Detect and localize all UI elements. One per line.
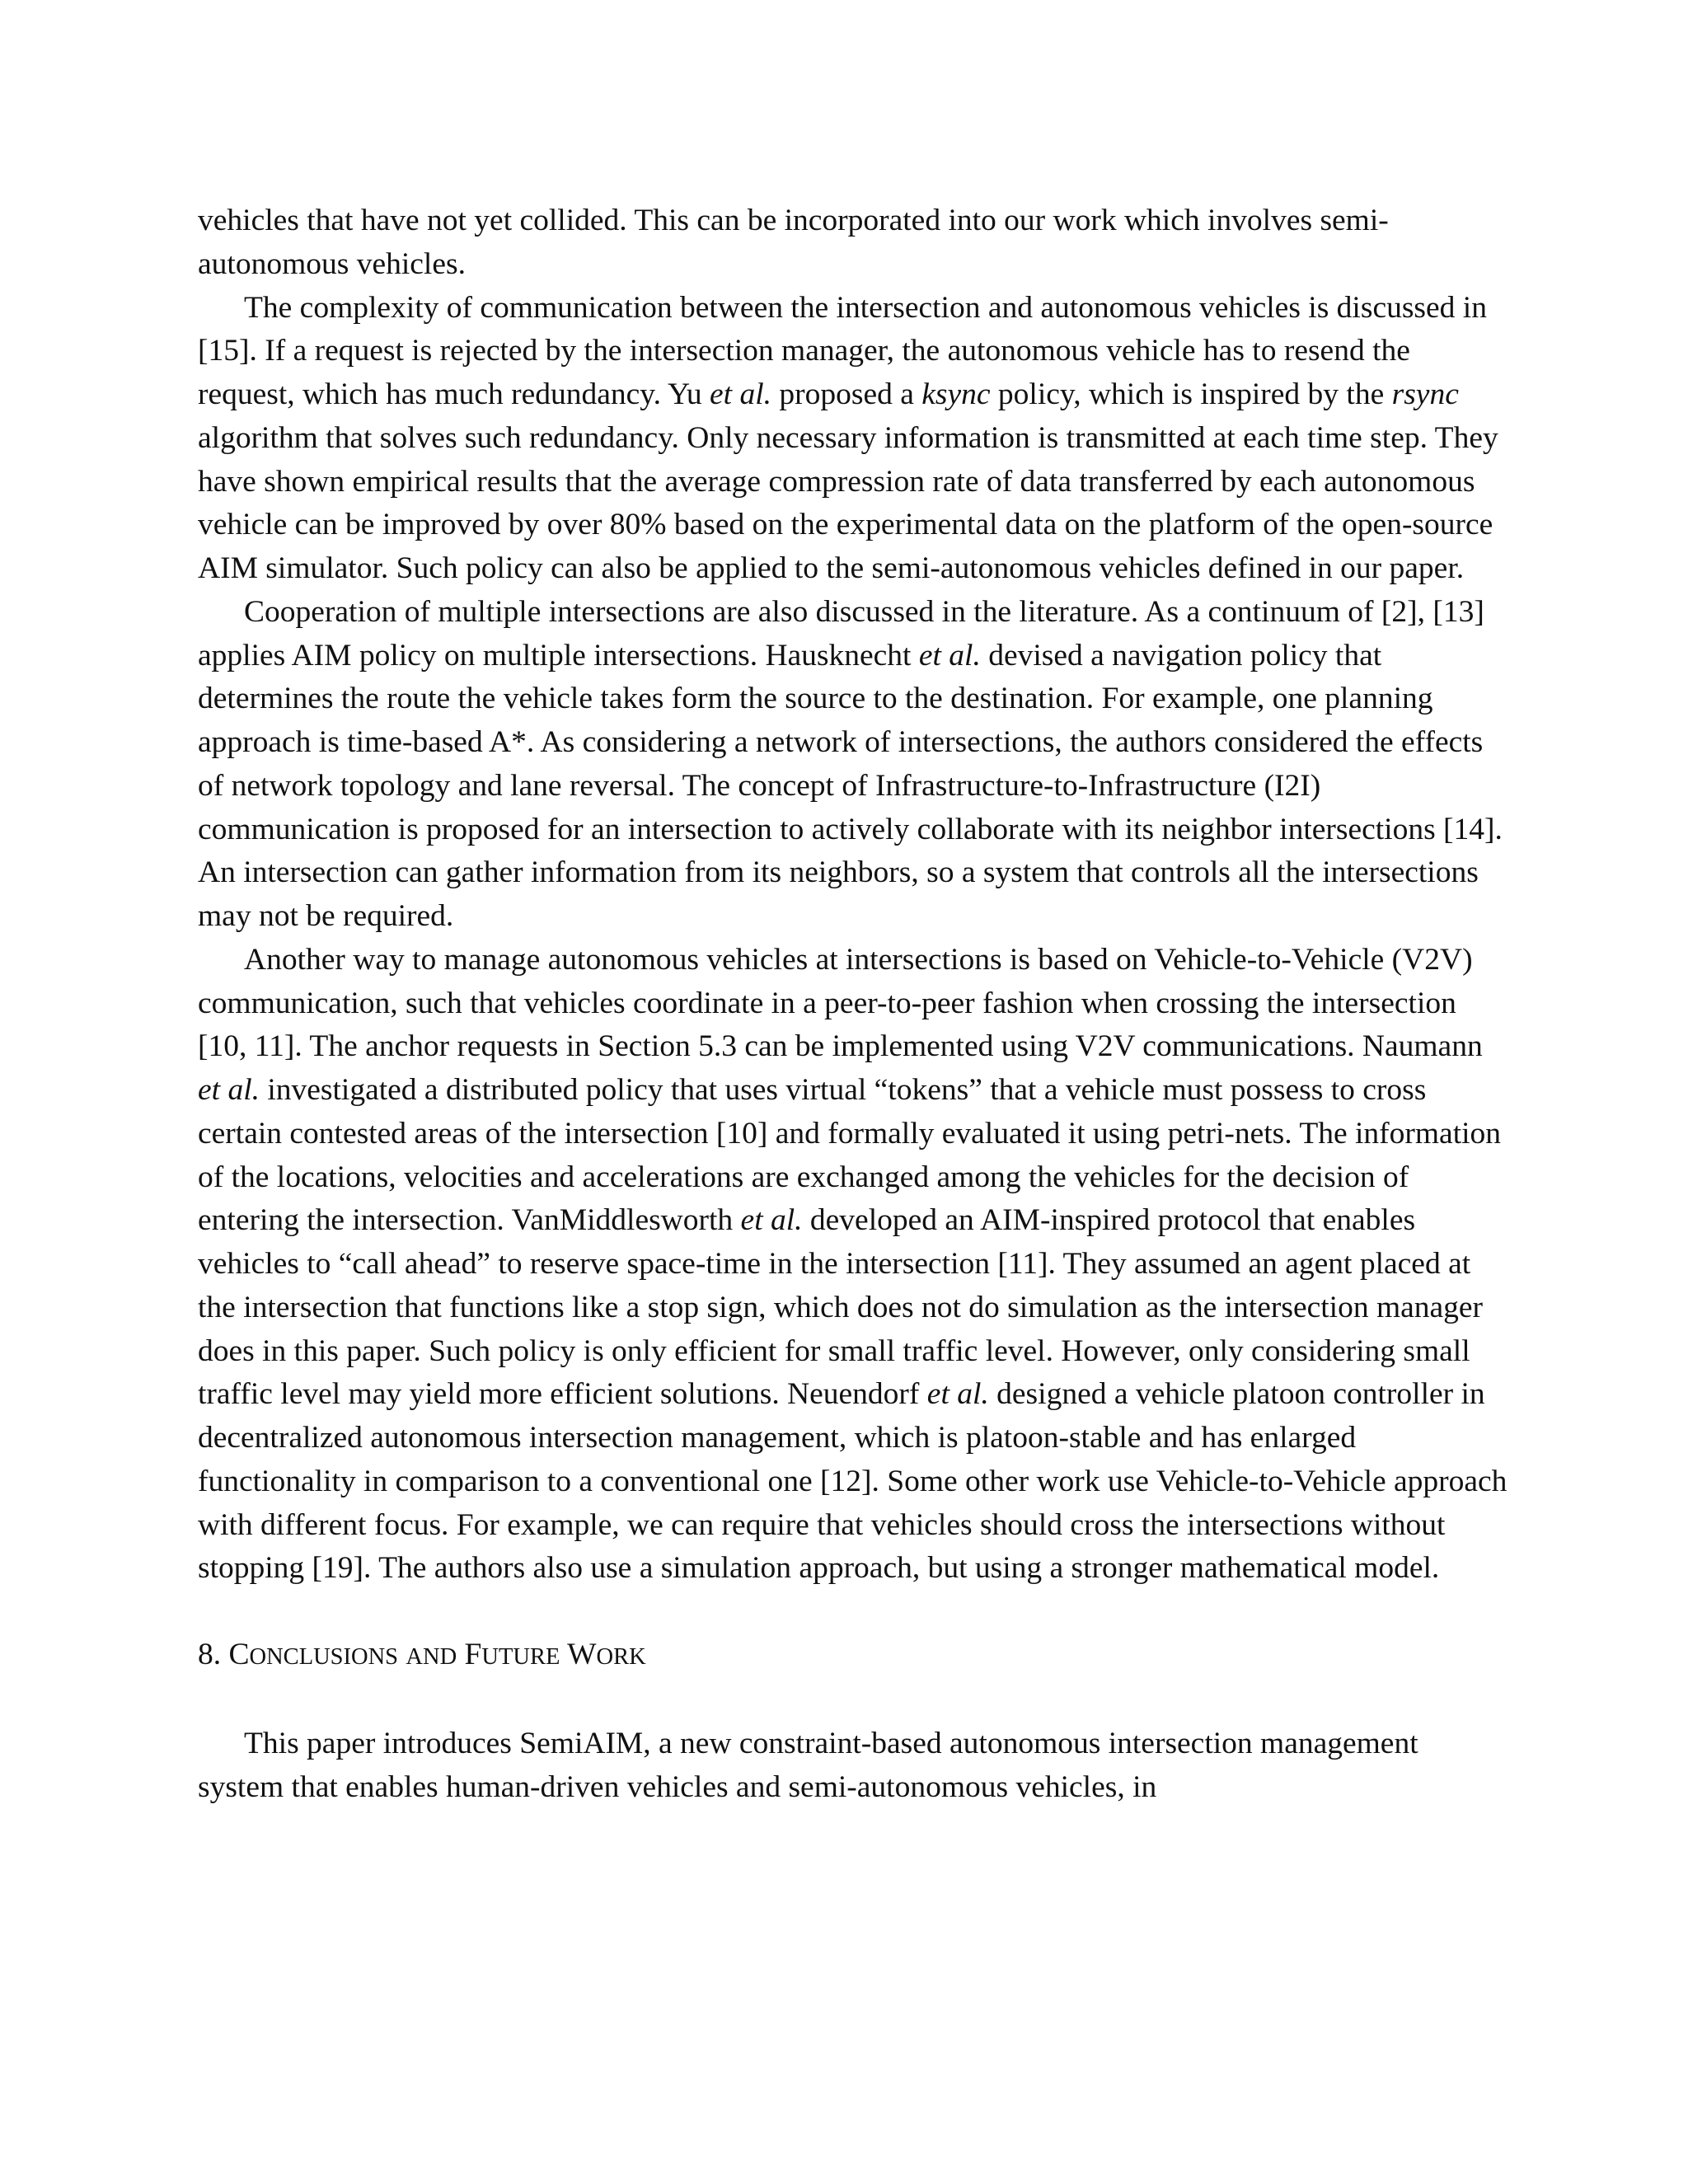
italic-text: et al.	[740, 1203, 803, 1238]
italic-text: rsync	[1391, 377, 1459, 411]
title-capital: W	[567, 1638, 597, 1671]
text-run: This paper introduces SemiAIM, a new constraint-based autonomous intersection management system that enables human-driven vehicles and semi-autonomous vehicles, in	[198, 1726, 1418, 1804]
text-run: Cooperation of multiple intersections are also discussed in the literature. As a continuum of [2], [13] applies AIM policy on multiple intersections. Hausknecht	[198, 594, 1484, 673]
paragraph-v2v-communication	[198, 939, 1508, 1591]
text-run: Another way to manage autonomous vehicles at intersections is based on Vehicle-to-Vehicle (V2V) communication, such that vehicles coordinate in a peer-to-peer fashion when crossing the intersection [10, 11]. The anchor requests in Section 5.3 can be implemented using V2V communications. Naumann	[198, 942, 1483, 1064]
title-word	[406, 1638, 457, 1671]
title-small-caps: AND	[406, 1644, 457, 1670]
body-text	[198, 199, 1508, 1809]
title-word	[567, 1638, 646, 1671]
text-run: devised a navigation policy that determines the route the vehicle takes form the source to the destination. For example, one planning approach is time-based A*. As considering a network of intersections, the authors considered the effects of network topology and lane reversal. The concept of Infrastructure-to-Infrastructure (I2I) communication is proposed for an intersection to actively collaborate with its neighbor intersections [14]. An intersection can gather information from its neighbors, so a system that controls all the intersections may not be required.	[198, 638, 1503, 933]
paragraph-continuation	[198, 199, 1508, 287]
title-small-caps: ONCLUSIONS	[249, 1644, 399, 1670]
text-run: policy, which is inspired by the	[990, 377, 1392, 411]
section-heading-conclusions	[198, 1633, 1508, 1680]
italic-text: et al.	[198, 1073, 260, 1107]
italic-text: ksync	[921, 377, 991, 411]
italic-text: et al.	[926, 1377, 989, 1412]
italic-text: et al.	[918, 638, 981, 673]
title-word	[229, 1638, 399, 1671]
title-small-caps: UTURE	[481, 1644, 560, 1670]
title-capital: C	[228, 1638, 250, 1671]
paragraph-multiple-intersections	[198, 591, 1508, 939]
section-title	[229, 1638, 646, 1671]
italic-text: et al.	[710, 377, 771, 411]
paragraph-communication-complexity	[198, 287, 1508, 591]
title-capital: F	[464, 1638, 482, 1671]
text-run: designed a vehicle platoon controller in decentralized autonomous intersection management, which is platoon-stable and has enlarged functionality in comparison to a conventional one [12]. Some other work use Vehicle-to-Vehicle approach with different focus. For example, we can require that vehicles should cross the intersections without stopping [19]. The authors also use a simulation approach, but using a stronger mathematical model.	[198, 1377, 1507, 1586]
text-run: developed an AIM-inspired protocol that enables vehicles to “call ahead” to reserve space-time in the intersection [11]. They assumed an agent placed at the intersection that functions like a stop sign, which does not do simulation as the intersection manager does in this paper. Such policy is only efficient for small traffic level. However, only considering small traffic level may yield more efficient solutions. Neuendorf	[198, 1203, 1484, 1412]
text-run: vehicles that have not yet collided. This can be incorporated into our work which involves semi-autonomous vehicles.	[198, 204, 1389, 281]
title-small-caps: ORK	[596, 1644, 646, 1670]
text-run: proposed a	[771, 377, 922, 411]
text-run: algorithm that solves such redundancy. Only necessary information is transmitted at each time step. They have shown empirical results that the average compression rate of data transferred by each autonomous vehicle can be improved by over 80% based on the experimental data on the platform of the open-source AIM simulator. Such policy can also be applied to the semi-autonomous vehicles defined in our paper.	[198, 420, 1498, 585]
title-word	[465, 1638, 560, 1671]
paragraph-conclusions-intro	[198, 1722, 1508, 1810]
text-run: The complexity of communication between the intersection and autonomous vehicles is discussed in [15]. If a request is rejected by the intersection manager, the autonomous vehicle has to resend the request, which has much redundancy. Yu	[198, 290, 1487, 411]
text-run: investigated a distributed policy that uses virtual “tokens” that a vehicle must possess to cross certain contested areas of the intersection [10] and formally evaluated it using petri-nets. The information of the locations, velocities and accelerations are exchanged among the vehicles for the decision of entering the intersection. VanMiddlesworth	[198, 1073, 1502, 1238]
section-number: 8.	[198, 1638, 222, 1671]
